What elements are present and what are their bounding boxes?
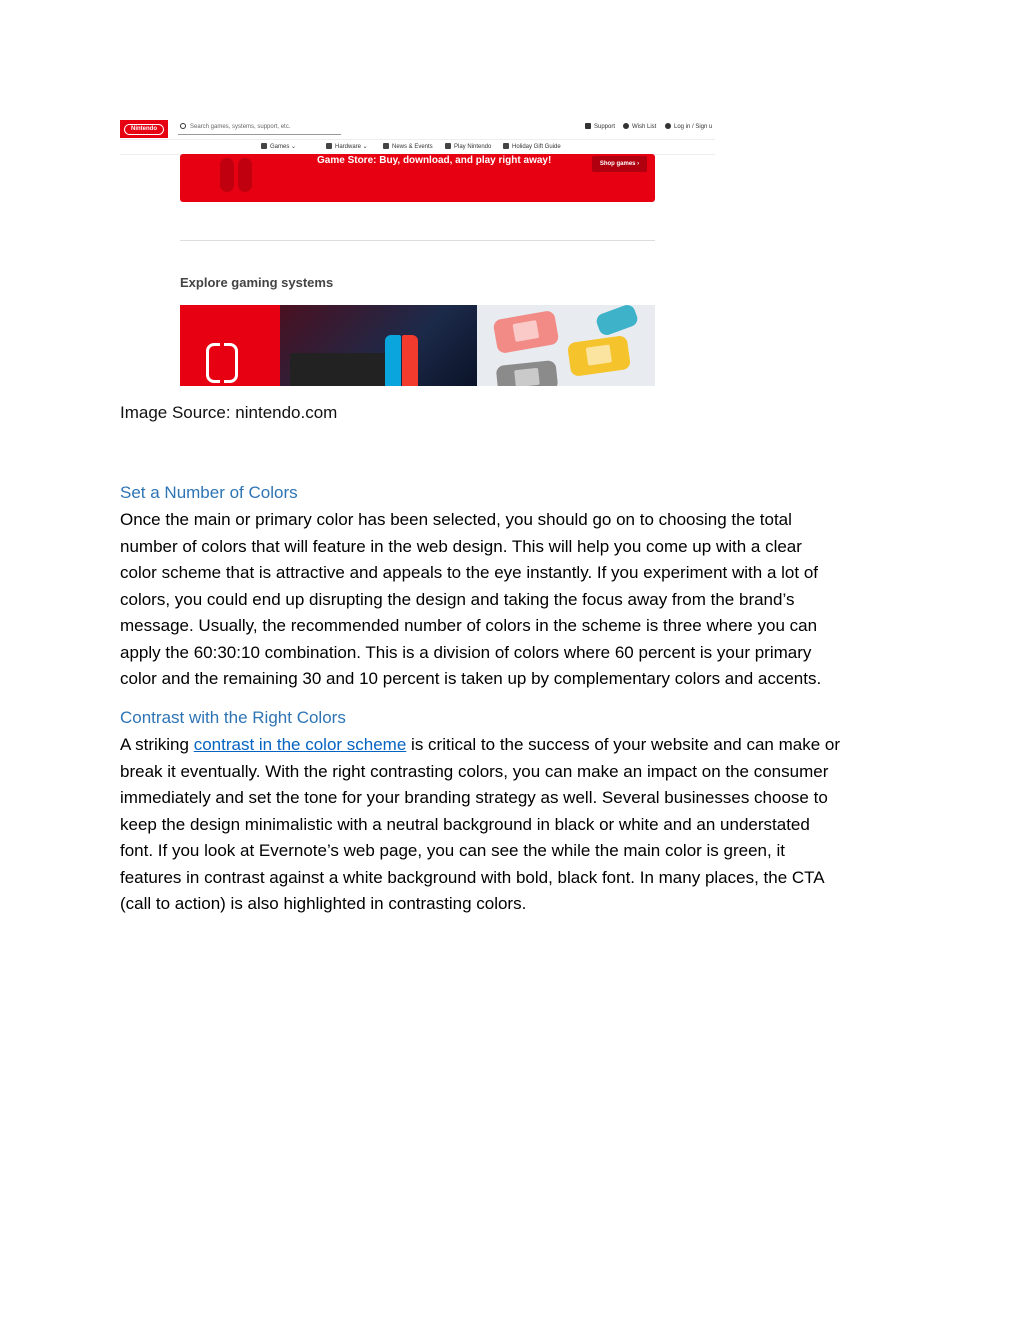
paragraph-contrast	[120, 732, 920, 918]
switch-lite-coral-graphic	[493, 310, 560, 354]
switch-lite-gray-graphic	[496, 360, 559, 386]
switch-dock-graphic	[290, 353, 400, 386]
login-link: Log in / Sign u	[665, 122, 712, 132]
paragraph-line: color scheme that is attractive and appeals to the eye instantly. If you experiment with a lot of	[120, 563, 818, 582]
heart-icon	[623, 123, 629, 129]
explore-heading: Explore gaming systems	[180, 275, 334, 290]
paragraph-line: color and the remaining 30 and 10 percent is taken up by complementary colors and accents.	[120, 669, 822, 688]
wish-list-link: Wish List	[623, 122, 656, 132]
paragraph-number-of-colors	[120, 507, 920, 693]
switch-logo-icon	[206, 343, 238, 383]
image-caption: Image Source: nintendo.com	[120, 403, 338, 422]
paragraph-line: apply the 60:30:10 combination. This is a division of colors where 60 percent is your primary	[120, 642, 812, 662]
main-nav	[120, 139, 715, 155]
game-store-banner	[180, 154, 655, 202]
switch-lite-yellow-graphic	[567, 335, 631, 377]
banner-text: Game Store: Buy, download, and play right away!	[317, 155, 552, 166]
paragraph-line: font. If you look at Evernote’s web page, you can see the while the main color is green, it	[120, 841, 785, 860]
nav-holiday-gift-guide: Holiday Gift Guide	[503, 143, 561, 151]
paragraph-line: (call to action) is also highlighted in contrasting colors.	[120, 894, 527, 913]
nav-news-events: News & Events	[383, 143, 433, 151]
search-placeholder: Search games, systems, support, etc.	[190, 124, 291, 130]
switch-lite-turquoise-graphic	[594, 305, 639, 337]
shop-games-button: Shop games ›	[592, 156, 647, 172]
user-icon	[665, 123, 671, 129]
paragraph-line: Once the main or primary color has been selected, you should go on to choosing the total	[120, 510, 792, 529]
nintendo-logo-text: Nintendo	[124, 124, 164, 135]
joycon-right-graphic	[238, 158, 252, 192]
paragraph-line: break it eventually. With the right contrasting colors, you can make an impact on the consumer	[120, 761, 829, 781]
games-icon	[261, 143, 267, 149]
support-link: Support	[585, 122, 615, 132]
paragraph-line: features in contrast against a white background with bold, black font. In many places, the CTA	[120, 867, 825, 887]
paragraph-line: keep the design minimalistic with a neutral background in black or white and an understated	[120, 814, 810, 834]
paragraph-line: number of colors that will feature in the web design. This will help you come up with a clear	[120, 536, 802, 556]
paragraph-line: colors, you could end up disrupting the design and taking the focus away from the brand’s	[120, 589, 795, 609]
snowflake-icon	[503, 143, 509, 149]
paragraph-line: immediately and set the tone for your branding strategy as well. Several businesses choose to	[120, 788, 828, 807]
section-heading-contrast: Contrast with the Right Colors	[120, 708, 346, 727]
switch-lite-system-card	[477, 305, 655, 386]
divider	[180, 240, 655, 241]
joycon-left-graphic	[220, 158, 234, 192]
switch-system-card	[180, 305, 477, 386]
nav-play-nintendo: Play Nintendo	[445, 143, 491, 151]
contrast-color-scheme-link[interactable]: contrast in the color scheme	[193, 735, 407, 754]
nav-games: Games ⌄	[261, 143, 296, 151]
nintendo-screenshot	[120, 113, 715, 386]
paragraph-line: A striking contrast in the color scheme is critical to the success of your website and can make or	[120, 735, 841, 754]
star-icon	[445, 143, 451, 149]
nintendo-logo	[120, 120, 168, 138]
paragraph-line: message. Usually, the recommended number of colors in the scheme is three where you can	[120, 616, 818, 635]
search-icon	[180, 123, 186, 129]
joycon-red-graphic	[402, 335, 418, 386]
nav-hardware: Hardware ⌄	[326, 143, 368, 151]
support-icon	[585, 123, 591, 129]
search-input	[178, 121, 341, 135]
hardware-icon	[326, 143, 332, 149]
joycon-blue-graphic	[385, 335, 401, 386]
section-heading-number-of-colors: Set a Number of Colors	[120, 483, 298, 502]
news-icon	[383, 143, 389, 149]
